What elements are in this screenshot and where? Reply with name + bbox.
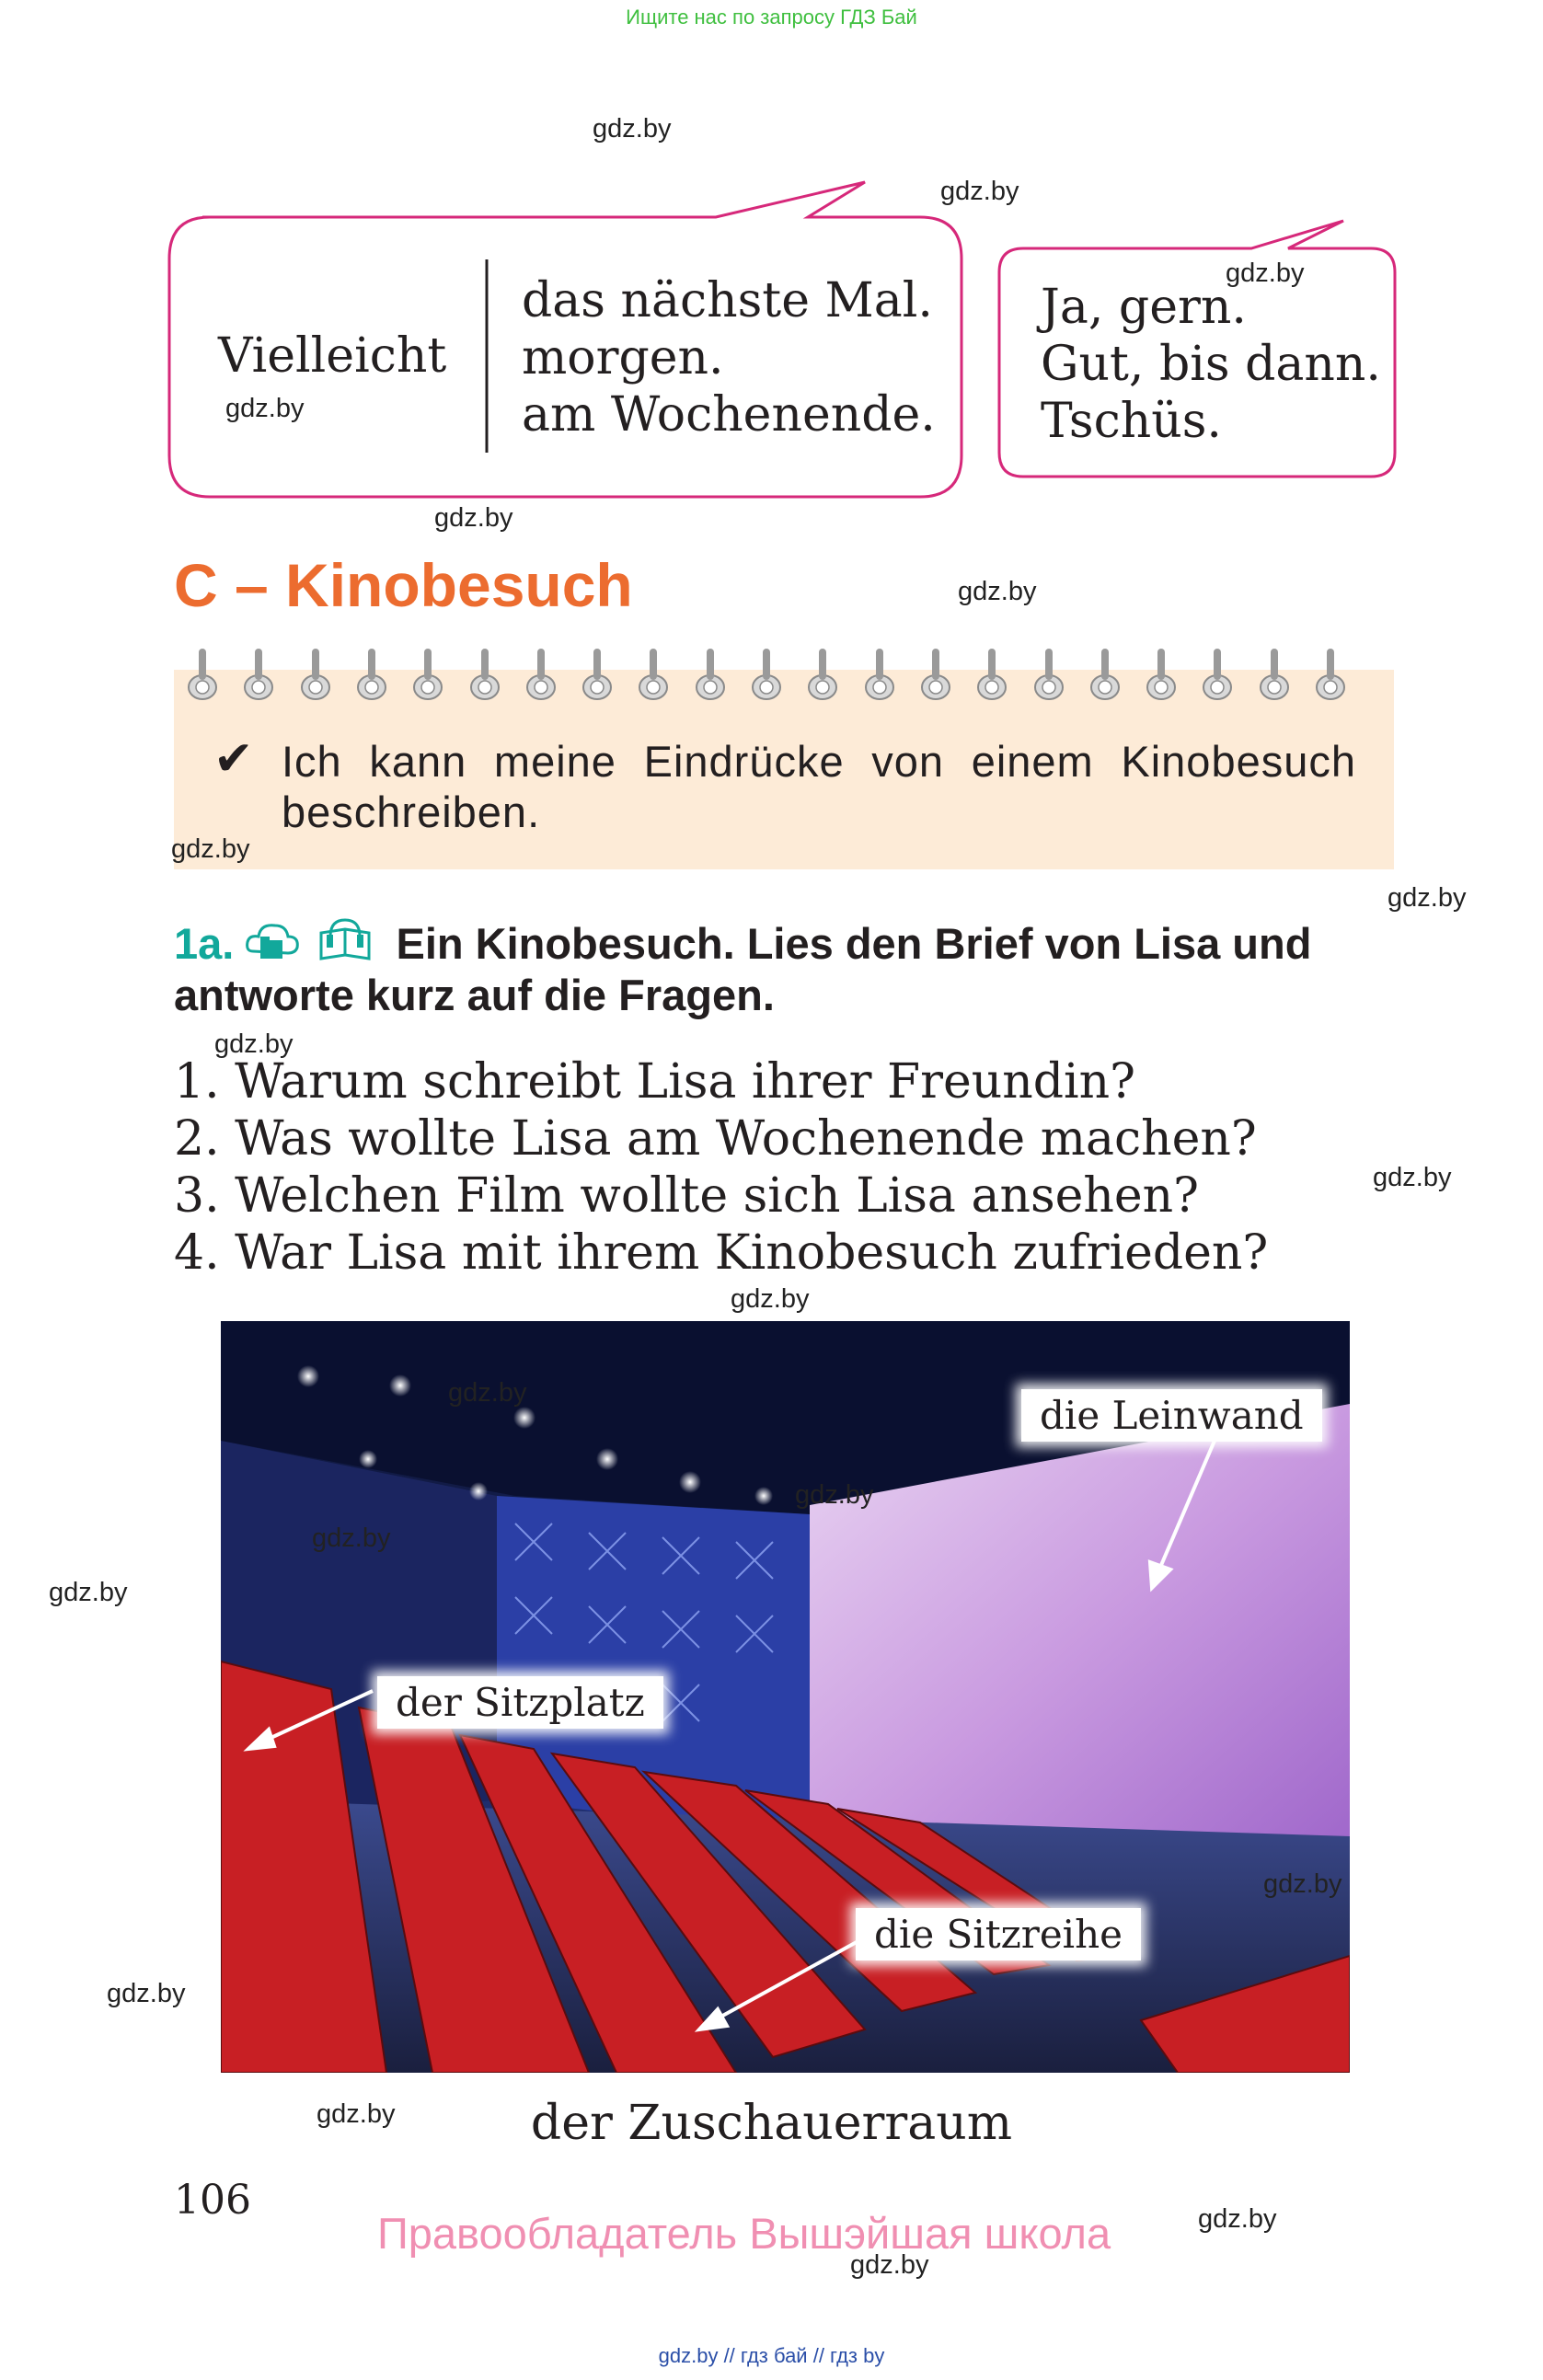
notebook-ring (412, 647, 443, 700)
section-title: C – Kinobesuch (174, 551, 633, 619)
bubble-option: am Wochenende. (522, 387, 936, 443)
notebook-ring (525, 647, 557, 700)
label-screen: die Leinwand (1021, 1389, 1322, 1442)
watermark: gdz.by (940, 177, 1019, 206)
notebook-ring (920, 647, 951, 700)
notebook-ring (187, 647, 218, 700)
photo-caption: der Zuschauerraum (530, 2096, 1013, 2151)
cinema-photo (221, 1321, 1350, 2073)
watermark: gdz.by (434, 503, 513, 533)
watermark: gdz.by (1373, 1163, 1452, 1192)
notebook-ring (638, 647, 669, 700)
watermark: gdz.by (731, 1284, 810, 1314)
notebook-ring (1202, 647, 1233, 700)
task-number: 1a. (174, 919, 235, 968)
notebook-ring (300, 647, 331, 700)
watermark: gdz.by (1388, 883, 1467, 913)
task-heading (174, 918, 1398, 1021)
top-banner[interactable]: Ищите нас по запросу ГДЗ Бай (626, 6, 917, 29)
question-item: 1. Warum schreibt Lisa ihrer Freundin? (174, 1054, 1136, 1110)
watermark: gdz.by (593, 114, 672, 144)
watermark: gdz.by (312, 1523, 391, 1553)
task-text: Ein Kinobesuch. Lies den Brief von Lisa und antworte kurz auf die Fragen. (174, 919, 1312, 1019)
bubble-line: Tschüs. (1041, 394, 1222, 449)
watermark: gdz.by (1263, 1869, 1342, 1899)
bubble-line: Ja, gern. (1041, 280, 1247, 335)
watermark: gdz.by (958, 577, 1037, 606)
notebook-ring (1089, 647, 1121, 700)
notebook-ring (976, 647, 1008, 700)
label-seat: der Sitzplatz (377, 1676, 663, 1729)
watermark: gdz.by (1198, 2204, 1277, 2234)
bubble-option: morgen. (522, 330, 724, 385)
question-item: 4. War Lisa mit ihrem Kinobesuch zufrieden? (174, 1225, 1269, 1281)
bubble-option: das nächste Mal. (522, 273, 933, 328)
notebook-ring (582, 647, 613, 700)
notebook-ring (1315, 647, 1346, 700)
notebook-ring (695, 647, 726, 700)
watermark: gdz.by (171, 834, 250, 864)
label-row: die Sitzreihe (856, 1908, 1141, 1960)
checkmark-icon: ✔ (213, 732, 254, 786)
watermark: gdz.by (1226, 259, 1305, 288)
notebook-ring (469, 647, 501, 700)
notebook-ring (1146, 647, 1177, 700)
footer-links[interactable]: gdz.by // гдз бай // гдз by (658, 2344, 885, 2367)
watermark: gdz.by (795, 1480, 874, 1510)
notebook-ring (1033, 647, 1065, 700)
watermark: gdz.by (317, 2099, 396, 2129)
page-number: 106 (174, 2177, 251, 2224)
watermark: gdz.by (107, 1979, 186, 2008)
bubble-line: Gut, bis dann. (1041, 337, 1381, 392)
bubble-left-options (522, 272, 936, 443)
bubble-left-lead: Vielleicht (218, 328, 447, 384)
notebook-ring (356, 647, 387, 700)
watermark: gdz.by (225, 394, 305, 423)
notebook-ring (864, 647, 895, 700)
watermark: gdz.by (214, 1029, 294, 1059)
copyright-notice: Правообладатель Вышэйшая школа (377, 2209, 1111, 2258)
watermark: gdz.by (850, 2250, 929, 2280)
question-item: 2. Was wollte Lisa am Wochenende machen? (174, 1111, 1257, 1167)
watermark: gdz.by (49, 1578, 128, 1607)
task-icons (246, 918, 384, 964)
notebook-ring (1259, 647, 1290, 700)
notebook-ring (751, 647, 782, 700)
cloud-folder-icon (248, 926, 298, 959)
question-item: 3. Welchen Film wollte sich Lisa ansehen? (174, 1168, 1200, 1224)
watermark: gdz.by (448, 1378, 527, 1408)
notebook-ring (807, 647, 838, 700)
bubble-right-text (1041, 279, 1381, 450)
audio-book-icon (321, 920, 369, 959)
notebook-ring (243, 647, 274, 700)
learning-goal-text: Ich kann meine Eindrücke von einem Kinobesuch beschreiben. (282, 737, 1356, 836)
